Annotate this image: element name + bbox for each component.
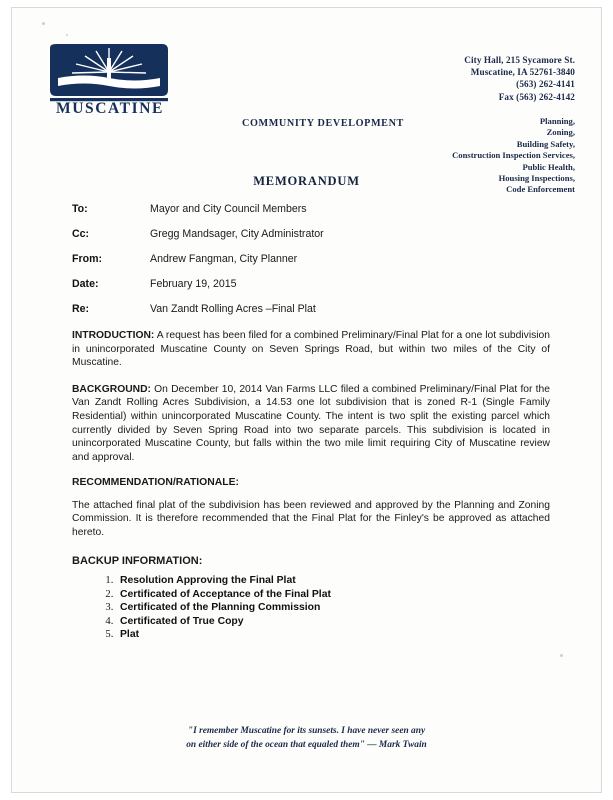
list-item-label: Certificated of True Copy xyxy=(120,615,244,627)
field-label: From: xyxy=(72,253,103,265)
field-value: February 19, 2015 xyxy=(150,278,237,290)
memo-fields xyxy=(72,203,542,315)
footer-quote xyxy=(34,724,579,752)
list-item xyxy=(116,616,550,627)
svg-text:MUSCATINE: MUSCATINE xyxy=(56,100,164,114)
introduction-label: INTRODUCTION: xyxy=(72,330,155,341)
field-value: Gregg Mandsager, City Administrator xyxy=(150,228,324,240)
address-line: (563) 262-4141 xyxy=(516,79,575,90)
quote-line-2: on either side of the ocean that equaled them" — Mark Twain xyxy=(186,740,427,750)
list-item xyxy=(116,629,550,640)
list-item xyxy=(116,575,550,586)
list-item xyxy=(116,602,550,613)
memo-field-cc xyxy=(72,228,542,240)
recommendation-text: The attached final plat of the subdivision has been reviewed and approved by the Planning and Zoning Commission. It is therefore recommended that the Final Plat for the Finley's be approved as attached hereto. xyxy=(72,499,550,538)
department-service: Code Enforcement xyxy=(506,184,575,195)
scan-speck xyxy=(42,22,45,25)
department-service: Zoning, xyxy=(546,127,575,138)
field-label: To: xyxy=(72,203,88,215)
background-label: BACKGROUND: xyxy=(72,383,151,395)
backup-information-list xyxy=(116,575,550,640)
department-service: Building Safety, xyxy=(516,138,575,149)
background-text: On December 10, 2014 Van Farms LLC filed a combined Preliminary/Final Plat for the Van Zandt Rolling Acres Subdivision, a 14.53 one lot subdivision that is zoned R-1 (Single Family Residential) within unincorporated Muscatine County. The intent is two split the existing parcel which currently divided by Seven Spring Road into two separate parcels. This subdivision is located in unincorporated Muscatine County, but falls within the two mile limit requiring City of Muscatine review and approval. xyxy=(72,383,550,463)
backup-information-label: BACKUP INFORMATION: xyxy=(72,555,203,568)
department-service: Housing Inspections, xyxy=(498,173,575,184)
memo-field-re xyxy=(72,303,542,315)
muscatine-logo xyxy=(44,42,229,114)
recommendation-label: RECOMMENDATION/RATIONALE: xyxy=(72,477,240,489)
department-service: Planning, xyxy=(539,116,575,126)
quote-line-1: "I remember Muscatine for its sunsets. I have never seen any xyxy=(187,726,426,736)
memo-field-from xyxy=(72,253,542,265)
background-paragraph xyxy=(72,383,550,465)
field-value: Andrew Fangman, City Planner xyxy=(150,253,298,265)
field-value: Mayor and City Council Members xyxy=(150,203,307,215)
address-line: Fax (563) 262-4142 xyxy=(498,91,575,102)
department-title: COMMUNITY DEVELOPMENT xyxy=(242,118,404,129)
field-label: Re: xyxy=(72,303,90,315)
department-service: Construction Inspection Services, xyxy=(452,150,575,161)
address-line: City Hall, 215 Sycamore St. xyxy=(464,55,575,65)
address-line: Muscatine, IA 52761-3840 xyxy=(470,67,575,78)
field-label: Date: xyxy=(72,278,99,290)
department-service: Public Health, xyxy=(522,161,575,172)
department-services-list xyxy=(452,116,575,196)
list-item-label: Certificated of the Planning Commission xyxy=(120,602,321,614)
scanned-sheet xyxy=(12,8,601,792)
list-item-label: Resolution Approving the Final Plat xyxy=(120,575,296,587)
list-item-label: Certificated of Acceptance of the Final Plat xyxy=(120,588,331,600)
document-content xyxy=(34,30,579,770)
city-seal-icon xyxy=(44,42,229,114)
field-value: Van Zandt Rolling Acres –Final Plat xyxy=(150,303,316,315)
city-address-block xyxy=(464,54,575,103)
memo-field-date xyxy=(72,278,542,290)
memorandum-title: MEMORANDUM xyxy=(253,174,360,188)
list-item xyxy=(116,589,550,600)
introduction-paragraph xyxy=(72,329,550,370)
memo-field-to xyxy=(72,203,542,215)
field-label: Cc: xyxy=(72,228,90,240)
memo-body xyxy=(72,329,550,640)
list-item-label: Plat xyxy=(120,629,140,641)
introduction-text: A request has been filed for a combined Preliminary/Final Plat for a one lot subdivision in unincorporated Muscatine County on Seven Springs Road, but within two miles of the City of Muscatine. xyxy=(72,330,550,369)
letterhead xyxy=(34,30,579,116)
